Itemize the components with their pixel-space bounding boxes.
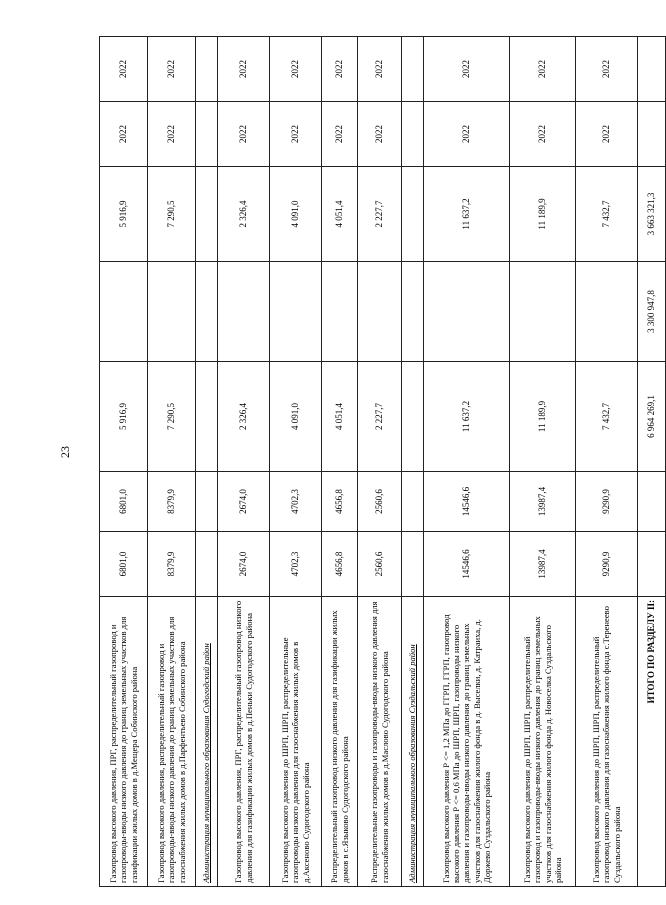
total-value-cell: [638, 37, 666, 102]
value-cell: 5 916,9: [100, 167, 148, 262]
value-cell: 4 091,0: [270, 167, 322, 262]
value-cell: [218, 262, 270, 362]
value-cell: 2560,6: [358, 472, 402, 532]
section-header-row: [402, 37, 424, 887]
table-row: [100, 37, 148, 887]
total-value-cell: [638, 532, 666, 597]
empty-cell: [196, 37, 218, 102]
object-name-cell: Газопровод высокого давления до ШРП, ШРП, распределительные газопроводы низкого давления для газоснабжения жилых домов в д.Аксеново Судогодского района: [270, 597, 322, 887]
value-cell: [576, 262, 638, 362]
value-cell: 4656,8: [322, 472, 358, 532]
value-cell: 6801,0: [100, 472, 148, 532]
value-cell: 4656,8: [322, 532, 358, 597]
value-cell: 2674,0: [218, 532, 270, 597]
table-row: [358, 37, 402, 887]
empty-cell: [402, 102, 424, 167]
value-cell: 13987,4: [510, 532, 576, 597]
empty-cell: [402, 167, 424, 262]
empty-cell: [196, 362, 218, 472]
year-cell: 2022: [322, 102, 358, 167]
empty-cell: [402, 37, 424, 102]
value-cell: 14546,6: [424, 532, 510, 597]
empty-cell: [402, 472, 424, 532]
value-cell: 7 432,7: [576, 167, 638, 262]
total-value-cell: 3 663 321,3: [638, 167, 666, 262]
year-cell: 2022: [270, 37, 322, 102]
value-cell: 7 290,5: [148, 167, 196, 262]
page-number: 23: [58, 446, 72, 458]
year-cell: 2022: [576, 37, 638, 102]
value-cell: 2674,0: [218, 472, 270, 532]
empty-cell: [402, 362, 424, 472]
value-cell: [100, 262, 148, 362]
value-cell: [510, 262, 576, 362]
value-cell: 4 051,4: [322, 167, 358, 262]
value-cell: 9290,9: [576, 472, 638, 532]
value-cell: 8379,9: [148, 532, 196, 597]
value-cell: [148, 262, 196, 362]
object-name-cell: Газопровод высокого давления Р <= 1,2 МПа до ГГРП, ГГРП, газопровод высокого давления Р <= 0,6 МПа до ШРП, ШРП, газопроводы низкого давления и газопроводы-вводы низкого давления до границ земельных участков для газоснабжения жилого фонда в д. Выселки, д. Катраиха, д. Доржево Суздальского района: [424, 597, 510, 887]
table-row: [576, 37, 638, 887]
year-cell: 2022: [218, 37, 270, 102]
total-value-cell: [638, 472, 666, 532]
value-cell: 4 051,4: [322, 362, 358, 472]
value-cell: 2560,6: [358, 532, 402, 597]
year-cell: 2022: [322, 37, 358, 102]
value-cell: 2 227,7: [358, 362, 402, 472]
table-row: [322, 37, 358, 887]
section-header-label: Администрация муниципального образования Судогодский район: [196, 597, 218, 887]
value-cell: 11 189,9: [510, 167, 576, 262]
year-cell: 2022: [424, 37, 510, 102]
value-cell: [322, 262, 358, 362]
table-row: [510, 37, 576, 887]
total-row: [638, 37, 666, 887]
object-name-cell: Распределительные газопроводы и газопроводы-вводы низкого давления для газоснабжения жилых домов в д.Маслово Судогодского района: [358, 597, 402, 887]
year-cell: 2022: [100, 102, 148, 167]
value-cell: 11 189,9: [510, 362, 576, 472]
section-header-label: Администрация муниципального образования Суздальский район: [402, 597, 424, 887]
empty-cell: [196, 102, 218, 167]
value-cell: 2 326,4: [218, 362, 270, 472]
empty-cell: [196, 472, 218, 532]
table-body: [100, 37, 666, 887]
year-cell: 2022: [218, 102, 270, 167]
value-cell: [358, 262, 402, 362]
value-cell: [270, 262, 322, 362]
year-cell: 2022: [148, 102, 196, 167]
value-cell: 7 432,7: [576, 362, 638, 472]
value-cell: 9290,9: [576, 532, 638, 597]
year-cell: 2022: [100, 37, 148, 102]
section-header-row: [196, 37, 218, 887]
object-name-cell: Распределительный газопровод низкого давления для газификации жилых домов в с.Языково Судогодского района: [322, 597, 358, 887]
empty-cell: [196, 167, 218, 262]
total-value-cell: [638, 102, 666, 167]
value-cell: 4702,3: [270, 472, 322, 532]
total-value-cell: 3 300 947,8: [638, 262, 666, 362]
year-cell: 2022: [576, 102, 638, 167]
value-cell: 7 290,5: [148, 362, 196, 472]
total-label: ИТОГО ПО РАЗДЕЛУ II:: [638, 597, 666, 887]
total-value-cell: 6 964 269,1: [638, 362, 666, 472]
value-cell: 5 916,9: [100, 362, 148, 472]
value-cell: 2 326,4: [218, 167, 270, 262]
year-cell: 2022: [358, 102, 402, 167]
value-cell: 8379,9: [148, 472, 196, 532]
funding-table: [99, 36, 666, 887]
value-cell: 11 637,2: [424, 167, 510, 262]
year-cell: 2022: [148, 37, 196, 102]
year-cell: 2022: [270, 102, 322, 167]
object-name-cell: Газопровод высокого давления, ПРГ, распределительный газопровод и газопроводы-вводы низкого давления до границ земельных участков для газификации жилых домов в д.Мещера Собинского района: [100, 597, 148, 887]
value-cell: 6801,0: [100, 532, 148, 597]
year-cell: 2022: [424, 102, 510, 167]
year-cell: 2022: [510, 102, 576, 167]
value-cell: 4702,3: [270, 532, 322, 597]
object-name-cell: Газопровод высокого давления, ПРГ, распределительный газопровод низкого давления для газификации жилых домов в д.Пеньки Судогодского района: [218, 597, 270, 887]
value-cell: 2 227,7: [358, 167, 402, 262]
empty-cell: [196, 262, 218, 362]
empty-cell: [402, 532, 424, 597]
object-name-cell: Газопровод высокого давления, распределительный газопровод и газопроводы-вводы низкого давления до границ земельных участков для газоснабжения жилых домов в д.Парфентьево Собинского района: [148, 597, 196, 887]
value-cell: 11 637,2: [424, 362, 510, 472]
rotated-table-container: [99, 37, 657, 887]
value-cell: 14546,6: [424, 472, 510, 532]
value-cell: 4 091,0: [270, 362, 322, 472]
table-row: [218, 37, 270, 887]
year-cell: 2022: [358, 37, 402, 102]
table-wrapper: [99, 37, 657, 887]
table-row: [424, 37, 510, 887]
object-name-cell: Газопровод высокого давления до ШРП, ШРП, распределительный газопровод низкого давления для газоснабжения жилого фонда с.Теренеево Суздальского района: [576, 597, 638, 887]
table-row: [148, 37, 196, 887]
value-cell: 13987,4: [510, 472, 576, 532]
object-name-cell: Газопровод высокого давления до ШРП, ШРП, распределительный газопровод и газопроводы-вводы низкого давления до границ земельных участков для газоснабжения жилого фонда д. Новоселка Суздальского района: [510, 597, 576, 887]
empty-cell: [402, 262, 424, 362]
year-cell: 2022: [510, 37, 576, 102]
empty-cell: [196, 532, 218, 597]
value-cell: [424, 262, 510, 362]
table-row: [270, 37, 322, 887]
